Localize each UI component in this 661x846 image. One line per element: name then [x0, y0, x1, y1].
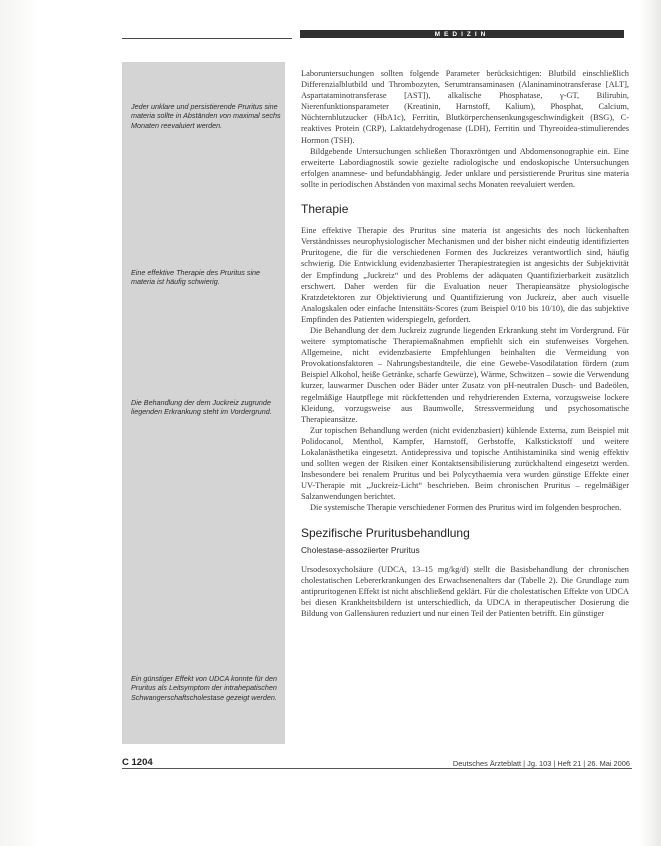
paragraph-therapy-intro: Eine effektive Therapie des Pruritus sine materia ist angesichts des noch lückenhaften Verständnisses neurophysiologischer Mechanismen und der bisher nicht eindeutig identifizierten Pruritogene, die für die verschiedenen Formen des Juckreizes verantwortlich sind, häufig schwierig. Die Entwicklung evidenzbasierter Therapiestrategien ist angesichts der Subjektivität der Empfindung „Juckreiz“ und des Problems der adäquaten Quantifizierbarkeit zusätzlich erschwert. Daher werden für die Evaluation neuer Therapieansätze physiologische Kratzdetektoren zur Objektivierung und Quantifizierung von Juckreiz, aber auch visuelle Analogskalen oder einfache Intensitäts-Scores (zum Beispiel 0/10 bis 10/10), die das subjektive Empfinden des Patienten widerspiegeln, gefordert.	[301, 226, 629, 324]
paragraph-lab-tests: Laboruntersuchungen sollten folgende Parameter berücksichtigen: Blutbild einschließlich Differenzialblutbild und Thrombozyten, Serumtransaminasen (Alaninaminotransferase [ALT], Aspartataminotransferase [AST]), alkalische Phosphatase, γ-GT, Bilirubin, Nierenfunktionsparameter (Kreatinin, Harnstoff, Kalium), Phosphat, Calcium, Nüchternblutzucker (HbA1c), Ferritin, Blutkörperchensenkungsgeschwindigkeit (BSG), C-reaktives Protein (CRP), Laktatdehydrogenase (LDH), Ferritin und Thyreoidea-stimulierendes Hormon (TSH).	[301, 69, 629, 145]
heading-therapy: Therapie	[301, 202, 349, 217]
section-label: MEDIZIN	[434, 30, 490, 38]
article-body	[301, 68, 629, 619]
paragraph-therapy-underlying: Die Behandlung der dem Juckreiz zugrunde liegenden Erkrankung steht im Vordergrund. Für weitere symptomatische Therapiemaßnahmen empfiehlt sich ein stufenweises Vorgehen. Allgemeine, nicht evidenzbasierte Empfehlungen beinhalten die Vermeidung von Provokationsfaktoren – Nahrungsbestandteile, die eine Gewebe-Vasodilatation fördern (zum Beispiel Alkohol, heiße Getränke, scharfe Gewürze), Wärme, Schwitzen – sowie die Verwendung kurzer, lauwarmer Duschen oder Bäder unter Zusatz von pH-neutralen Dusch- und Badeölen, regelmäßige Hautpflege mit rückfettenden und rehydrierenden Externa, vorzugsweise lockere Kleidung, vorzugsweise aus Baumwolle, Stressvermeidung und psychosomatische Therapieansätze.	[301, 325, 629, 424]
paragraph-therapy-systemic: Die systemische Therapie verschiedener Formen des Pruritus wird im folgenden besprochen.	[310, 503, 622, 513]
page-number: C 1204	[122, 757, 153, 768]
paragraph-therapy-topical: Zur topischen Behandlung werden (nicht evidenzbasiert) kühlende Externa, zum Beispiel mit Polidocanol, Menthol, Kampfer, Harnstoff, Gerbstoffe, Kalkstickstoff und weitere Lokalanästhetika eingesetzt. Antidepressiva und topische Antihistaminika sind wenig effektiv und sollten wegen der Risiken einer Kontaktsensibilisierung zurückhaltend eingesetzt werden. Insbesondere bei renalem Pruritus und bei Polycythaemia vera wurden günstige Effekte einer UV-Therapie mit „Juckreiz-Licht“ beschrieben. Beim chronischen Pruritus – regelmäßiger Salzanwendungen berichtet.	[301, 425, 629, 502]
pull-quote-therapy: Eine effektive Therapie des Pruritus sine materia ist häufig schwierig.	[131, 268, 261, 287]
pull-quote-underlying-disease: Die Behandlung der dem Juckreiz zugrunde liegenden Erkrankung steht im Vordergrund.	[131, 398, 272, 417]
subheading-cholestasis: Cholestase-assoziierter Pruritus	[301, 544, 420, 555]
paragraph-udca: Ursodesoxycholsäure (UDCA, 13–15 mg/kg/d) stellt die Basisbehandlung der chronischen cholestatischen Lebererkrankungen des Erwachsenenalters dar (Tabelle 2). Die Grundlage zum antipruritogenen Effekt ist nicht abschließend geklärt. Für die cholestatischen Effekte von UDCA bei diesen Krankheitsbildern ist unterschiedlich, da UDCA in therapeutischer Dosierung die Bildung von Gallensäuren reduziert und nur einen Teil der Patienten betrifft. Ein günstiger	[301, 564, 629, 619]
journal-citation: Deutsches Ärzteblatt | Jg. 103 | Heft 21 | 26. Mai 2006	[452, 759, 630, 768]
pull-quote-reevaluation: Jeder unklare und persistierende Pruritus sine materia sollte in Abständen von maximal sechs Monaten reevaluiert werden.	[131, 102, 281, 130]
section-header-bar	[300, 30, 624, 38]
footer-rule	[122, 768, 632, 769]
paragraph-imaging: Bildgebende Untersuchungen schließen Thoraxröntgen und Abdomensonographie ein. Eine erweiterte Labordiagnostik sowie gezielte radiologische und endoskopische Untersuchungen erfolgen anamnese- und befundabhängig. Jeder unklare und persistierende Pruritus sine materia sollte in periodischen Abständen von maximal sechs Monaten reevaluiert werden.	[301, 146, 629, 189]
header-rule	[122, 38, 292, 39]
heading-specific-treatment: Spezifische Pruritusbehandlung	[301, 525, 470, 540]
pull-quote-udca: Ein günstiger Effekt von UDCA konnte für den Pruritus als Leitsymptom der intrahepatischen Schwangerschaftscholestase gezeigt werden.	[131, 674, 277, 702]
